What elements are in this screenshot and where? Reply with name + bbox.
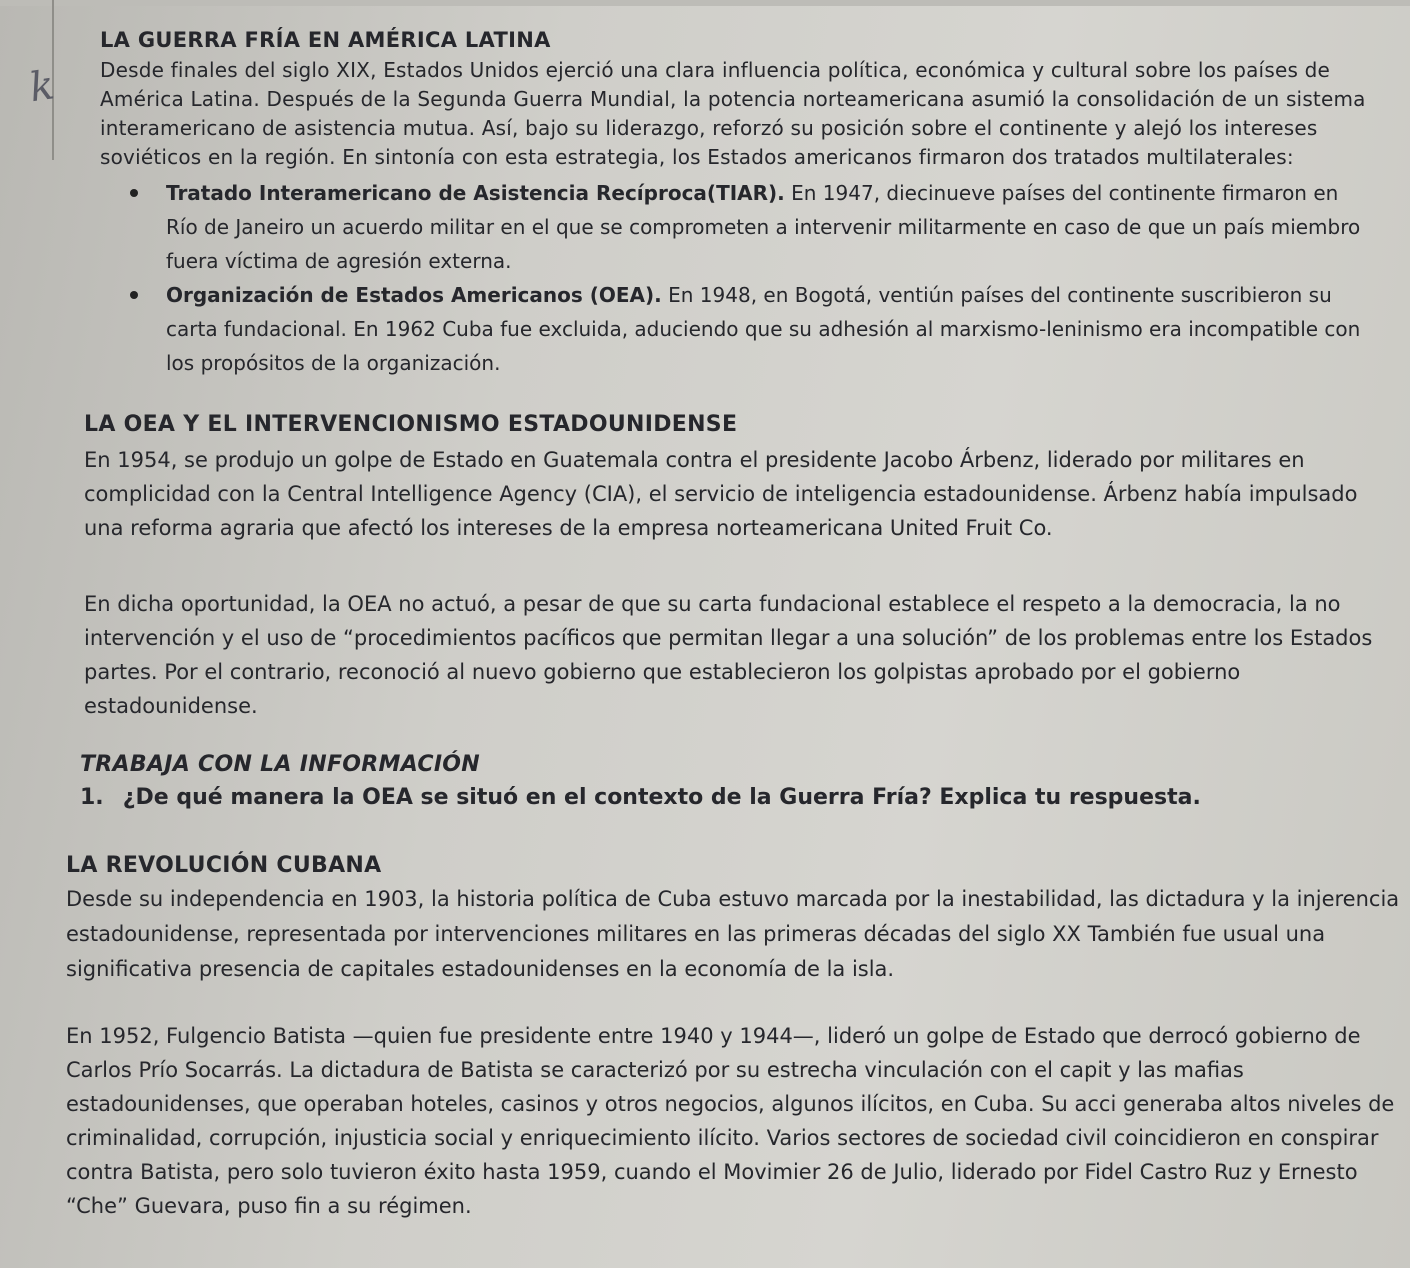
question-number: 1.	[80, 785, 104, 810]
paragraph: En 1952, Fulgencio Batista —quien fue presidente entre 1940 y 1944—, lideró un golpe de Estado que derrocó gobierno de Carlos Prío Socarrás. La dictadura de Batista se caracterizó por su estrecha vinculación con el capit y las mafias estadounidenses, que operaban hoteles, casinos y otros negocios, algunos ilícitos, en Cuba. Su acci generaba altos niveles de criminalidad, corrupción, injusticia social y enriquecimiento ilícito. Varios sectores de sociedad civil coincidieron en conspirar contra Batista, pero solo tuvieron éxito hasta 1959, cuando el Movimier 26 de Julio, liderado por Fidel Castro Ruz y Ernesto “Che” Guevara, puso fin a su régimen.	[66, 1024, 1395, 1218]
section-title: LA REVOLUCIÓN CUBANA	[66, 853, 382, 878]
section-title: TRABAJA CON LA INFORMACIÓN	[80, 752, 481, 777]
list-item-text: En 1948, en Bogotá, ventiún países del continente suscribieron su carta fundacional. En 1962 Cuba fue excluida, aduciendo que su adhesión al marxismo-leninismo era incompatible con los propósitos de la organización.	[166, 283, 1361, 375]
list-item-bold: Organización de Estados Americanos (OEA).	[166, 283, 662, 307]
section-title: LA OEA Y EL INTERVENCIONISMO ESTADOUNIDENSE	[84, 412, 738, 437]
treaties-list	[166, 176, 1370, 380]
paper-edge	[0, 0, 1410, 6]
intro-paragraph: Desde finales del siglo XIX, Estados Unidos ejerció una clara influencia política, económica y cultural sobre los países de América Latina. Después de la Segunda Guerra Mundial, la potencia norteamericana asumió la consolidación de un sistema interamericano de asistencia mutua. Así, bajo su liderazgo, reforzó su posición sobre el continente y alejó los intereses soviéticos en la región. En sintonía con esta estrategia, los Estados americanos firmaron dos tratados multilaterales:	[100, 58, 1366, 169]
question-text: ¿De qué manera la OEA se situó en el contexto de la Guerra Fría? Explica tu respuesta.	[122, 785, 1201, 810]
list-item-text: En 1947, diecinueve países del continente firmaron en Río de Janeiro un acuerdo militar en el que se comprometen a intervenir militarmente en caso de que un país miembro fuera víctima de agresión externa.	[166, 181, 1361, 273]
list-item-bold: Tratado Interamericano de Asistencia Recíproca(TIAR).	[166, 181, 785, 205]
paragraph: Desde su independencia en 1903, la historia política de Cuba estuvo marcada por la inestabilidad, las dictadura y la injerencia estadounidense, representada por intervenciones militares en las primeras décadas del siglo XX También fue usual una significativa presencia de capitales estadounidenses en la economía de la isla.	[66, 887, 1400, 981]
section-exercise	[80, 752, 1380, 810]
list-item	[166, 278, 1370, 380]
handwritten-mark-icon: k	[26, 62, 58, 112]
paragraph: En 1954, se produjo un golpe de Estado en Guatemala contra el presidente Jacobo Árbenz, liderado por militares en complicidad con la Central Intelligence Agency (CIA), el servicio de inteligencia estadounidense. Árbenz había impulsado una reforma agraria que afectó los intereses de la empresa norteamericana United Fruit Co.	[84, 448, 1358, 540]
list-item	[166, 176, 1370, 278]
bullet-icon	[130, 189, 138, 197]
section-cuban-revolution	[66, 853, 1406, 1223]
paragraph: En dicha oportunidad, la OEA no actuó, a pesar de que su carta fundacional establece el respeto a la democracia, la no intervención y el uso de “procedimientos pacíficos que permitan llegar a una solución” de los problemas entre los Estados partes. Por el contrario, reconoció al nuevo gobierno que establecieron los golpistas aprobado por el gobierno estadounidense.	[84, 592, 1373, 718]
section-title: LA GUERRA FRÍA EN AMÉRICA LATINA	[100, 28, 551, 52]
question	[80, 785, 1380, 810]
bullet-icon	[130, 291, 138, 299]
section-oea	[84, 412, 1394, 723]
section-cold-war	[100, 28, 1370, 380]
